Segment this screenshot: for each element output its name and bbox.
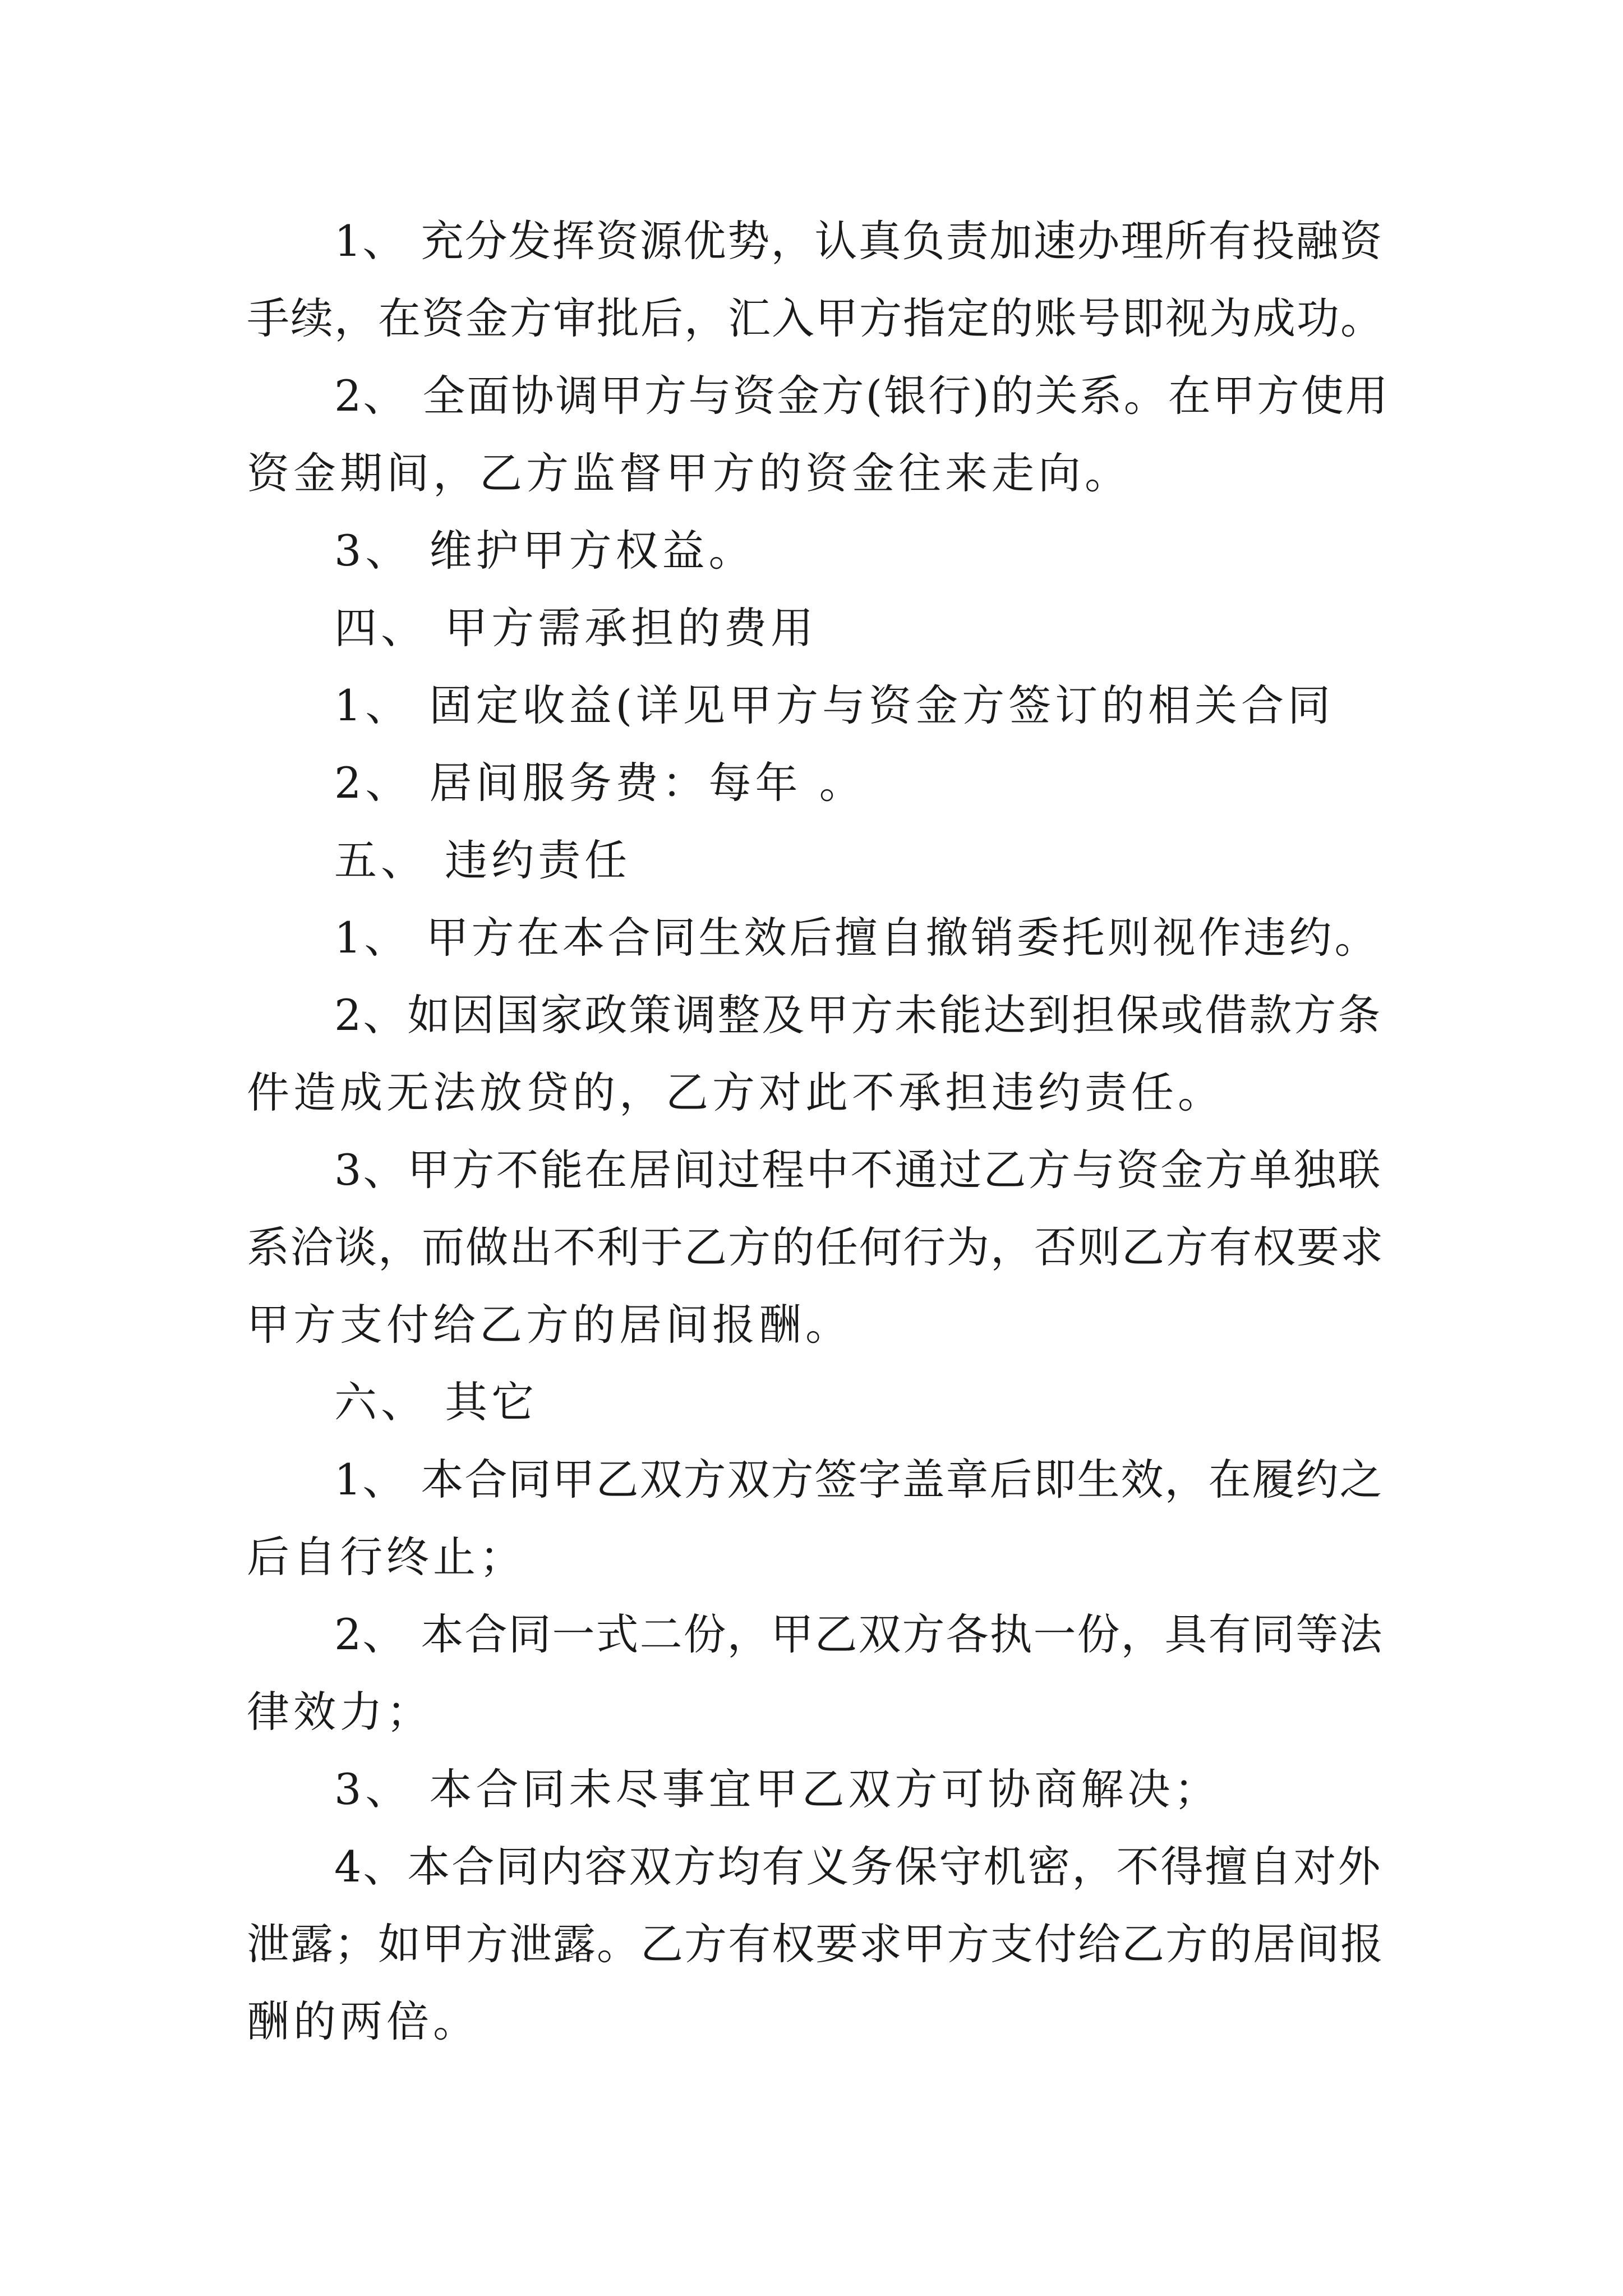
text-line: 甲方支付给乙方的居间报酬。 — [247, 1300, 852, 1350]
text-line: 律效力； — [247, 1687, 433, 1737]
section-heading: 六、 其它 — [334, 1377, 538, 1427]
text-line: 4、本合同内容双方均有义务保守机密，不得擅自对外 — [334, 1842, 1382, 1892]
text-line: 件造成无法放贷的，乙方对此不承担违约责任。 — [247, 1068, 1224, 1117]
text-line: 1、 充分发挥资源优势，认真负责加速办理所有投融资 — [334, 216, 1384, 266]
text-line: 2、 全面协调甲方与资金方(银行)的关系。在甲方使用 — [334, 371, 1390, 421]
text-line: 系洽谈，而做出不利于乙方的任何行为，否则乙方有权要求 — [247, 1222, 1384, 1272]
text-line: 1、 甲方在本合同生效后擅自撤销委托则视作违约。 — [334, 913, 1380, 963]
text-line: 2、 居间服务费：每年 。 — [334, 758, 866, 808]
text-line: 1、 固定收益(详见甲方与资金方签订的相关合同 — [334, 680, 1335, 730]
text-line: 1、 本合同甲乙双方双方签字盖章后即生效，在履约之 — [334, 1455, 1384, 1504]
text-line: 2、如因国家政策调整及甲方未能达到担保或借款方条 — [334, 990, 1382, 1040]
text-line: 3、 维护甲方权益。 — [334, 526, 755, 576]
text-line: 后自行终止； — [247, 1532, 526, 1582]
text-line: 2、 本合同一式二份，甲乙双方各执一份，具有同等法 — [334, 1609, 1384, 1659]
text-line: 酬的两倍。 — [247, 1996, 479, 2046]
text-line: 手续，在资金方审批后，汇入甲方指定的账号即视为成功。 — [247, 293, 1384, 343]
text-line: 泄露；如甲方泄露。乙方有权要求甲方支付给乙方的居间报 — [247, 1919, 1384, 1969]
section-heading: 五、 违约责任 — [334, 835, 631, 885]
text-line: 资金期间，乙方监督甲方的资金往来走向。 — [247, 448, 1131, 498]
section-heading: 四、 甲方需承担的费用 — [334, 603, 818, 653]
text-line: 3、 本合同未尽事宜甲乙双方可协商解决； — [334, 1764, 1221, 1814]
text-line: 3、甲方不能在居间过程中不通过乙方与资金方单独联 — [334, 1145, 1382, 1195]
